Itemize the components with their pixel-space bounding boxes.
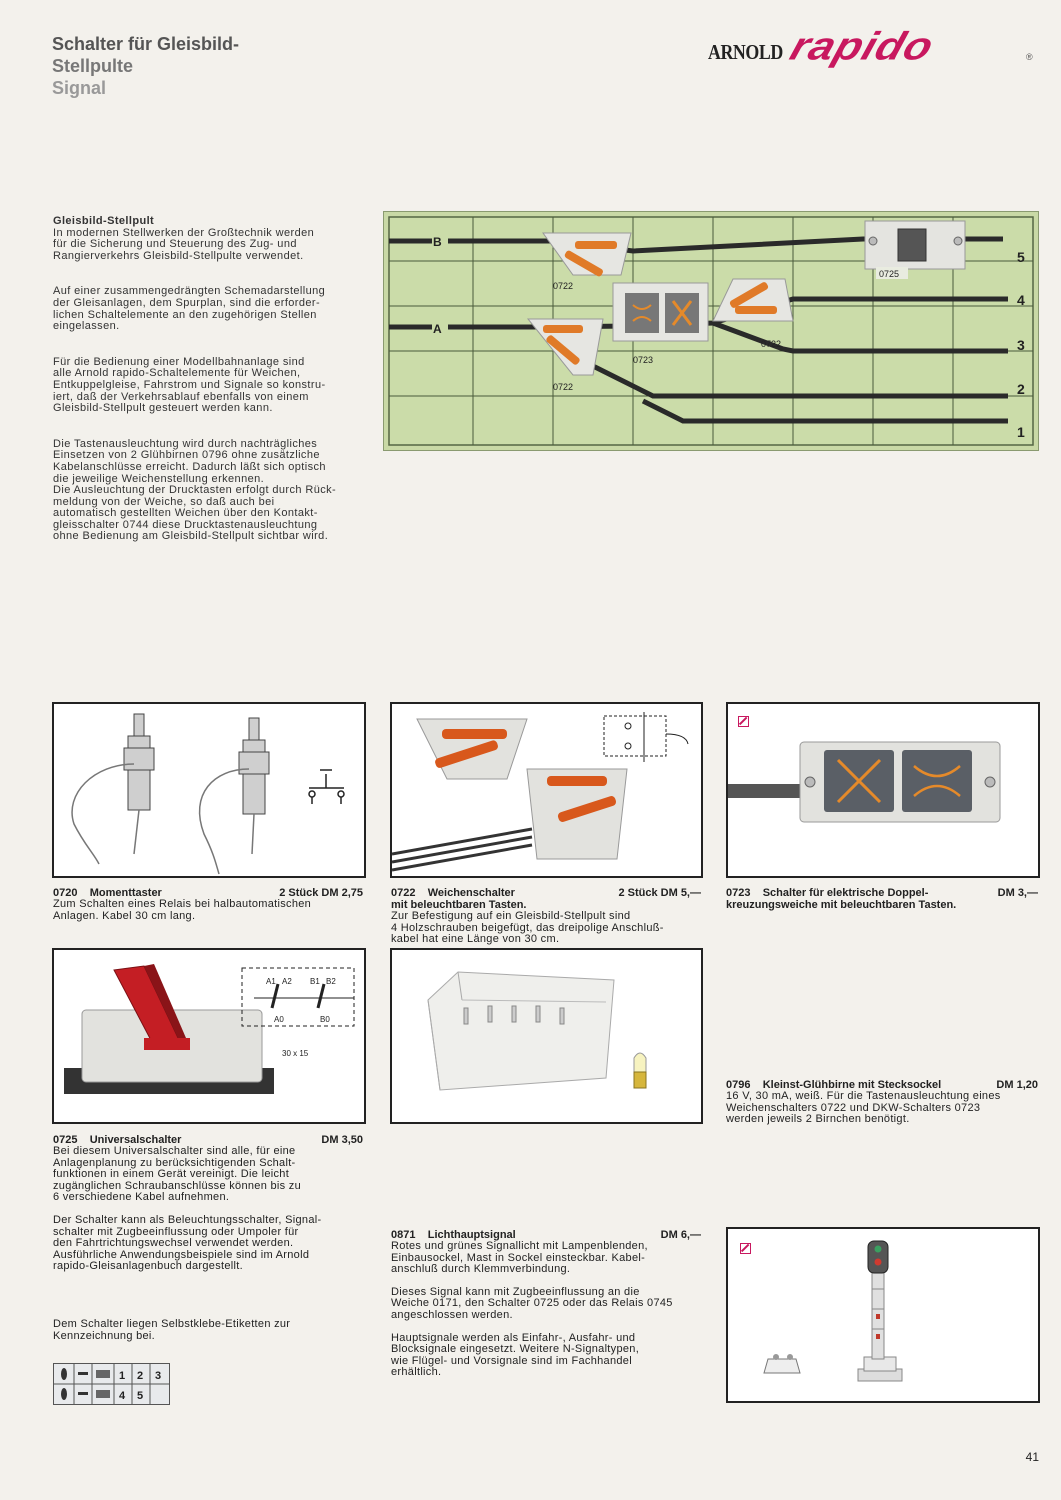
product-number: 0871 — [391, 1229, 416, 1241]
title-line-3: Signal — [52, 78, 107, 98]
arnold-rapido-logo — [708, 24, 1038, 70]
product-price: DM 1,20 — [996, 1079, 1038, 1091]
sticker-number-1: 1 — [119, 1370, 126, 1382]
brand-registered: ® — [1026, 52, 1033, 62]
caption-0723 — [726, 887, 1038, 911]
sticker-number-3: 3 — [155, 1370, 162, 1382]
image-0720-momenttaster — [52, 702, 366, 878]
label-0722-bottom: 0722 — [553, 382, 574, 392]
intro-text — [53, 216, 368, 543]
page-title — [52, 33, 239, 99]
schema-label-b0: B0 — [320, 1015, 330, 1024]
not-included-symbol — [740, 1243, 751, 1254]
label-0722-top: 0722 — [553, 281, 574, 291]
track-label-b: B — [433, 235, 442, 249]
product-name: Weichenschalter — [427, 887, 515, 899]
line-number-1: 1 — [1017, 424, 1025, 440]
line-number-5: 5 — [1017, 249, 1025, 265]
caption-0871 — [391, 1229, 701, 1379]
caption-0725 — [53, 1134, 363, 1342]
product-name: Schalter für elektrische Doppel- — [762, 887, 929, 899]
product-price: DM 3,— — [997, 887, 1038, 899]
product-description: 16 V, 30 mA, weiß. Für die Tastenausleuchtung eines Weichenschalters 0722 und DKW-Schalters 0723 werden jeweils 2 Birnchen benötigt. — [726, 1090, 1001, 1126]
label-sticker-strip — [53, 1363, 170, 1405]
product-price: DM 3,50 — [321, 1134, 363, 1146]
product-name: Universalschalter — [89, 1134, 182, 1146]
line-number-3: 3 — [1017, 337, 1025, 353]
intro-paragraph-3: Für die Bedienung einer Modellbahnanlage sind alle Arnold rapido-Schaltelemente für Weichen, Entkuppelgleise, Fahrstrom und Signale so konstru- iert, daß der Verkehrsablauf ebenfalls von einem Gleisbild-Stellpult gesteuert werden kann. — [53, 355, 326, 415]
intro-paragraph-1: In modernen Stellwerken der Großtechnik werden für die Sicherung und Steuerung des Zug- und Rangierverkehrs Gleisbild-Stellpulte verwendet. — [53, 226, 315, 262]
product-number: 0720 — [53, 887, 78, 899]
product-description-3: Dem Schalter liegen Selbstklebe-Etiketten zur Kennzeichnung bei. — [53, 1317, 291, 1342]
intro-heading: Gleisbild-Stellpult — [53, 215, 155, 227]
not-included-symbol — [738, 716, 749, 727]
product-name: Lichthauptsignal — [427, 1229, 516, 1241]
product-name-line2: mit beleuchtbaren Tasten. — [391, 899, 527, 911]
product-description-2: Der Schalter kann als Beleuchtungsschalter, Signal- schalter mit Zugbeeinflussung oder Umpoler für den Fahrtrichtungswechsel verwendet werden. Ausführliche Anwendungsbeispiele sind im Arnold rapido-Gleisanlagenbuch dargestellt. — [53, 1213, 322, 1273]
image-0722-weichenschalter — [390, 702, 703, 878]
line-number-4: 4 — [1017, 292, 1025, 308]
sticker-number-5: 5 — [137, 1390, 144, 1402]
product-price: DM 6,— — [660, 1229, 701, 1241]
intro-paragraph-2: Auf einer zusammengedrängten Schemadarstellung der Gleisanlagen, dem Spurplan, sind die erforder- lichen Schaltelemente an den zugehörigen Stellen eingelassen. — [53, 285, 326, 333]
image-0725-universalschalter — [52, 948, 366, 1124]
line-number-2: 2 — [1017, 381, 1025, 397]
label-0725: 0725 — [879, 269, 900, 279]
intro-paragraph-4: Die Tastenausleuchtung wird durch nachträgliches Einsetzen von 2 Glühbirnen 0796 ohne zusätzliche Kabelanschlüsse erreicht. Dadurch läßt sich optisch die jeweilige Weichenstellung erkennen. Die Ausleuchtung der Drucktasten erfolgt durch Rück- meldung von der Weiche, so daß auch bei automatisch gestellten Weichen über den Kontakt- gleisschalter 0744 diese Drucktastenausleuchtung ohne Bedienung am Gleisbild-Stellpult sichtbar wird. — [53, 437, 337, 543]
caption-0722 — [391, 887, 701, 946]
product-description-2: Dieses Signal kann mit Zugbeeinflussung an die Weiche 0171, den Schalter 0725 oder das Relais 0745 angeschlossen werden. — [391, 1285, 673, 1321]
product-number: 0725 — [53, 1134, 78, 1146]
product-description-3: Hauptsignale werden als Einfahr-, Ausfahr- und Blocksignale eingesetzt. Weitere N-Signaltypen, wie Flügel- und Vorsignale sind im Fachhandel erhältlich. — [391, 1331, 640, 1379]
product-number: 0722 — [391, 887, 416, 899]
label-0723: 0723 — [633, 355, 654, 365]
schema-label-a1: A1 — [266, 977, 276, 986]
product-description: Rotes und grünes Signallicht mit Lampenblenden, Einbausockel, Mast in Sockel einsteckbar. Kabel- anschluß durch Klemmverbindung. — [391, 1240, 648, 1276]
schema-label-a2: A2 — [282, 977, 292, 986]
image-0871-lichthauptsignal — [726, 1227, 1040, 1403]
product-price: 2 Stück DM 2,75 — [279, 887, 363, 899]
title-line-1: Schalter für Gleisbild- — [52, 34, 240, 54]
label-0722-right: 0722 — [761, 339, 782, 349]
brand-arnold: ARNOLD — [708, 40, 783, 64]
page-number: 41 — [1025, 1450, 1039, 1464]
schema-label-a0: A0 — [274, 1015, 284, 1024]
sticker-number-2: 2 — [137, 1370, 144, 1382]
product-name: Kleinst-Glühbirne mit Stecksockel — [762, 1079, 942, 1091]
product-description: Bei diesem Universalschalter sind alle, für eine Anlagenplanung zu berücksichtigenden Schalt- funktionen in einem Gerät vereinigt. Die leicht zugänglichen Schraubanschlüsse können bis zu 6 verschiedene Kabel aufnehmen. — [53, 1145, 302, 1204]
track-panel-image — [383, 211, 1039, 451]
dimensions-label: 30 x 15 — [282, 1049, 309, 1058]
image-0796-gluehbirne — [390, 948, 703, 1124]
title-line-2: Stellpulte — [52, 56, 134, 76]
brand-rapido: rapido — [784, 24, 940, 69]
schema-label-b2: B2 — [326, 977, 336, 986]
image-0723-dkw-schalter — [726, 702, 1040, 878]
product-number: 0723 — [726, 887, 751, 899]
product-description: Zur Befestigung auf ein Gleisbild-Stellpult sind 4 Holzschrauben beigefügt, das dreipolige Anschluß- kabel hat eine Länge von 30 cm. — [391, 910, 664, 946]
track-label-a: A — [433, 322, 442, 336]
product-description: Zum Schalten eines Relais bei halbautomatischen Anlagen. Kabel 30 cm lang. — [53, 898, 312, 922]
schema-label-b1: B1 — [310, 977, 320, 986]
caption-0720 — [53, 887, 363, 922]
sticker-number-4: 4 — [119, 1390, 126, 1402]
product-name: Momenttaster — [89, 887, 162, 899]
caption-0796 — [726, 1079, 1038, 1126]
product-name-line2: kreuzungsweiche mit beleuchtbaren Tasten. — [726, 899, 957, 911]
product-price: 2 Stück DM 5,— — [618, 887, 701, 899]
product-number: 0796 — [726, 1079, 751, 1091]
